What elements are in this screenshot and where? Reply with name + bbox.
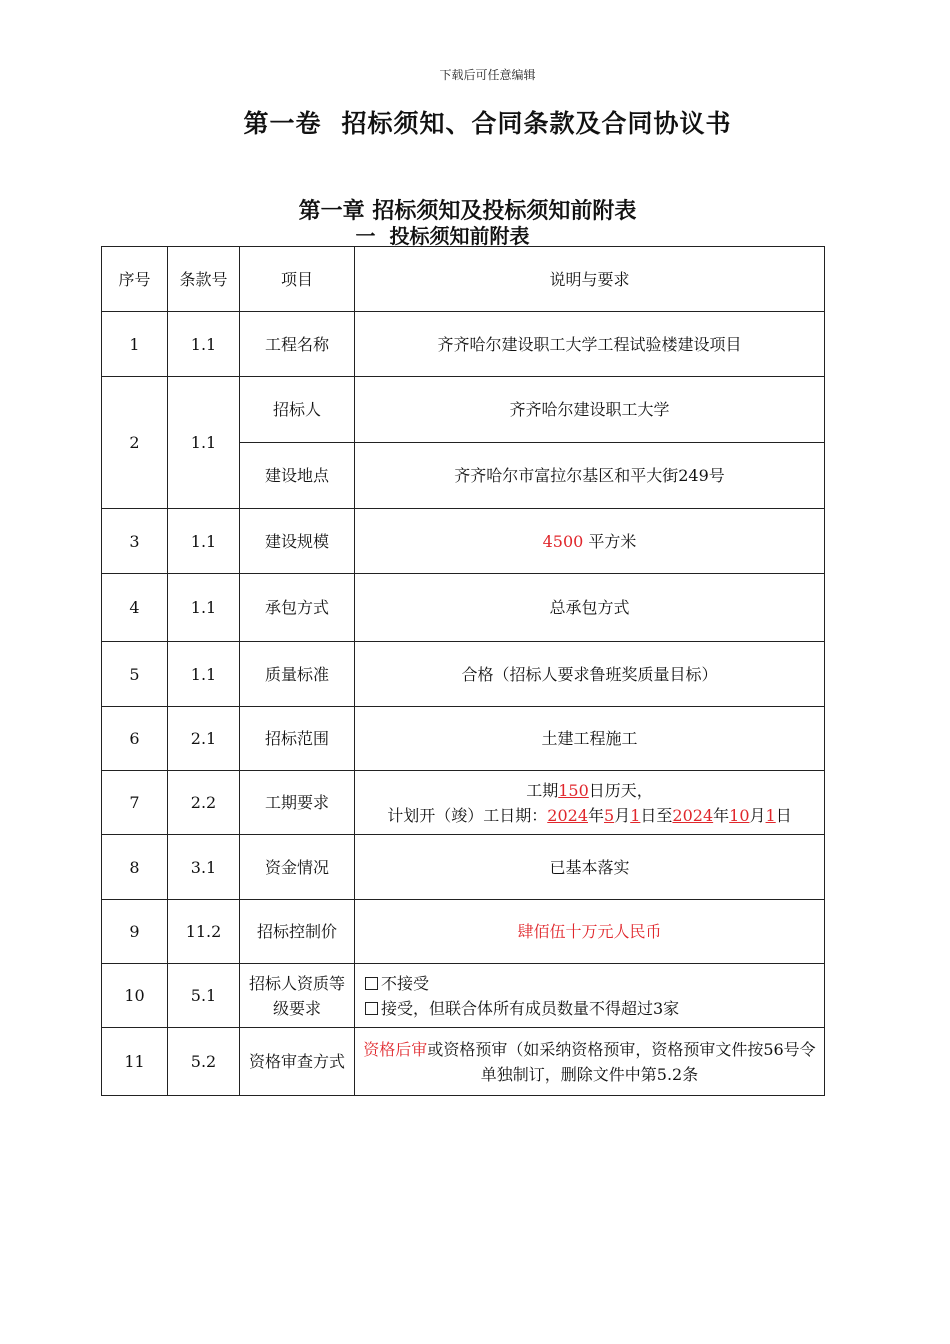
row-number: 10 bbox=[102, 964, 168, 1028]
item-name: 质量标准 bbox=[240, 642, 355, 707]
clause-number: 3.1 bbox=[168, 835, 240, 900]
clause-number: 2.2 bbox=[168, 771, 240, 835]
item-name: 承包方式 bbox=[240, 574, 355, 642]
scale-unit: 平方米 bbox=[588, 531, 637, 551]
item-description bbox=[355, 509, 825, 574]
checkbox-icon[interactable] bbox=[365, 977, 378, 990]
duration-days: 150 bbox=[558, 780, 589, 800]
table-row bbox=[102, 964, 825, 1028]
table-row bbox=[102, 771, 825, 835]
volume-title-text: 招标须知、合同条款及合同协议书 bbox=[341, 109, 732, 138]
row-number: 9 bbox=[102, 900, 168, 964]
clause-number: 5.1 bbox=[168, 964, 240, 1028]
header-cell: 项目 bbox=[240, 247, 355, 312]
row-number: 3 bbox=[102, 509, 168, 574]
row-number: 1 bbox=[102, 312, 168, 377]
table-row bbox=[102, 900, 825, 964]
section-number: 一 bbox=[355, 224, 376, 248]
start-year: 2024 bbox=[547, 805, 588, 825]
row-number: 5 bbox=[102, 642, 168, 707]
table-row bbox=[102, 377, 825, 443]
item-name: 建设地点 bbox=[240, 443, 355, 509]
row-number: 7 bbox=[102, 771, 168, 835]
end-month: 10 bbox=[729, 805, 750, 825]
table-row bbox=[102, 312, 825, 377]
header-cell: 说明与要求 bbox=[355, 247, 825, 312]
table-row bbox=[102, 642, 825, 707]
item-description bbox=[355, 964, 825, 1028]
clause-number: 1.1 bbox=[168, 642, 240, 707]
control-price: 肆佰伍十万元人民币 bbox=[355, 900, 825, 964]
item-name: 建设规模 bbox=[240, 509, 355, 574]
scale-value: 4500 bbox=[542, 531, 584, 551]
section-text: 投标须知前附表 bbox=[389, 224, 530, 248]
table-row bbox=[102, 509, 825, 574]
table-row bbox=[102, 574, 825, 642]
item-name: 工程名称 bbox=[240, 312, 355, 377]
table-row bbox=[102, 707, 825, 771]
item-name: 资金情况 bbox=[240, 835, 355, 900]
clause-number: 1.1 bbox=[168, 509, 240, 574]
clause-number: 1.1 bbox=[168, 377, 240, 509]
item-description: 合格（招标人要求鲁班奖质量目标） bbox=[355, 642, 825, 707]
row-number: 6 bbox=[102, 707, 168, 771]
item-name: 资格审查方式 bbox=[240, 1028, 355, 1096]
clause-number: 1.1 bbox=[168, 574, 240, 642]
item-description: 资格后审或资格预审（如采纳资格预审，资格预审文件按56号令单独制订，删除文件中第5.2条 bbox=[355, 1028, 825, 1096]
item-description: 齐齐哈尔建设职工大学 bbox=[355, 377, 825, 443]
start-month: 5 bbox=[604, 805, 615, 825]
option-accept: 接受，但联合体所有成员数量不得超过3家 bbox=[365, 996, 818, 1021]
table-row bbox=[102, 835, 825, 900]
row-number: 11 bbox=[102, 1028, 168, 1096]
clause-number: 1.1 bbox=[168, 312, 240, 377]
header-cell: 条款号 bbox=[168, 247, 240, 312]
row-number: 4 bbox=[102, 574, 168, 642]
item-description: 齐齐哈尔建设职工大学工程试验楼建设项目 bbox=[355, 312, 825, 377]
chapter-title: 第一章 招标须知及投标须知前附表 bbox=[298, 198, 637, 224]
header-cell: 序号 bbox=[102, 247, 168, 312]
item-description: 已基本落实 bbox=[355, 835, 825, 900]
option-reject: 不接受 bbox=[365, 971, 818, 996]
table-row bbox=[102, 1028, 825, 1096]
post-qualification: 资格后审 bbox=[363, 1039, 428, 1059]
table-header-row bbox=[102, 247, 825, 312]
volume-title bbox=[0, 104, 950, 140]
item-name: 招标人资质等级要求 bbox=[240, 964, 355, 1028]
item-name: 工期要求 bbox=[240, 771, 355, 835]
end-day: 1 bbox=[765, 805, 776, 825]
schedule-line: 计划开（竣）工日期：2024年5月1日至2024年10月1日 bbox=[387, 805, 792, 825]
item-name: 招标范围 bbox=[240, 707, 355, 771]
row-number: 8 bbox=[102, 835, 168, 900]
end-year: 2024 bbox=[672, 805, 714, 825]
item-name: 招标人 bbox=[240, 377, 355, 443]
item-description: 总承包方式 bbox=[355, 574, 825, 642]
item-description: 齐齐哈尔市富拉尔基区和平大街249号 bbox=[355, 443, 825, 509]
clause-number: 2.1 bbox=[168, 707, 240, 771]
clause-number: 11.2 bbox=[168, 900, 240, 964]
volume-title-number: 第一卷 bbox=[243, 109, 322, 138]
checkbox-icon[interactable] bbox=[365, 1002, 378, 1015]
start-day: 1 bbox=[630, 805, 641, 825]
item-description bbox=[355, 771, 825, 835]
clause-number: 5.2 bbox=[168, 1028, 240, 1096]
duration-line: 工期150日历天， bbox=[526, 780, 653, 800]
header-note: 下载后可任意编辑 bbox=[439, 68, 536, 82]
section-title bbox=[0, 220, 885, 249]
item-description: 土建工程施工 bbox=[355, 707, 825, 771]
row-number: 2 bbox=[102, 377, 168, 509]
item-name: 招标控制价 bbox=[240, 900, 355, 964]
requirements-table bbox=[101, 246, 825, 1096]
